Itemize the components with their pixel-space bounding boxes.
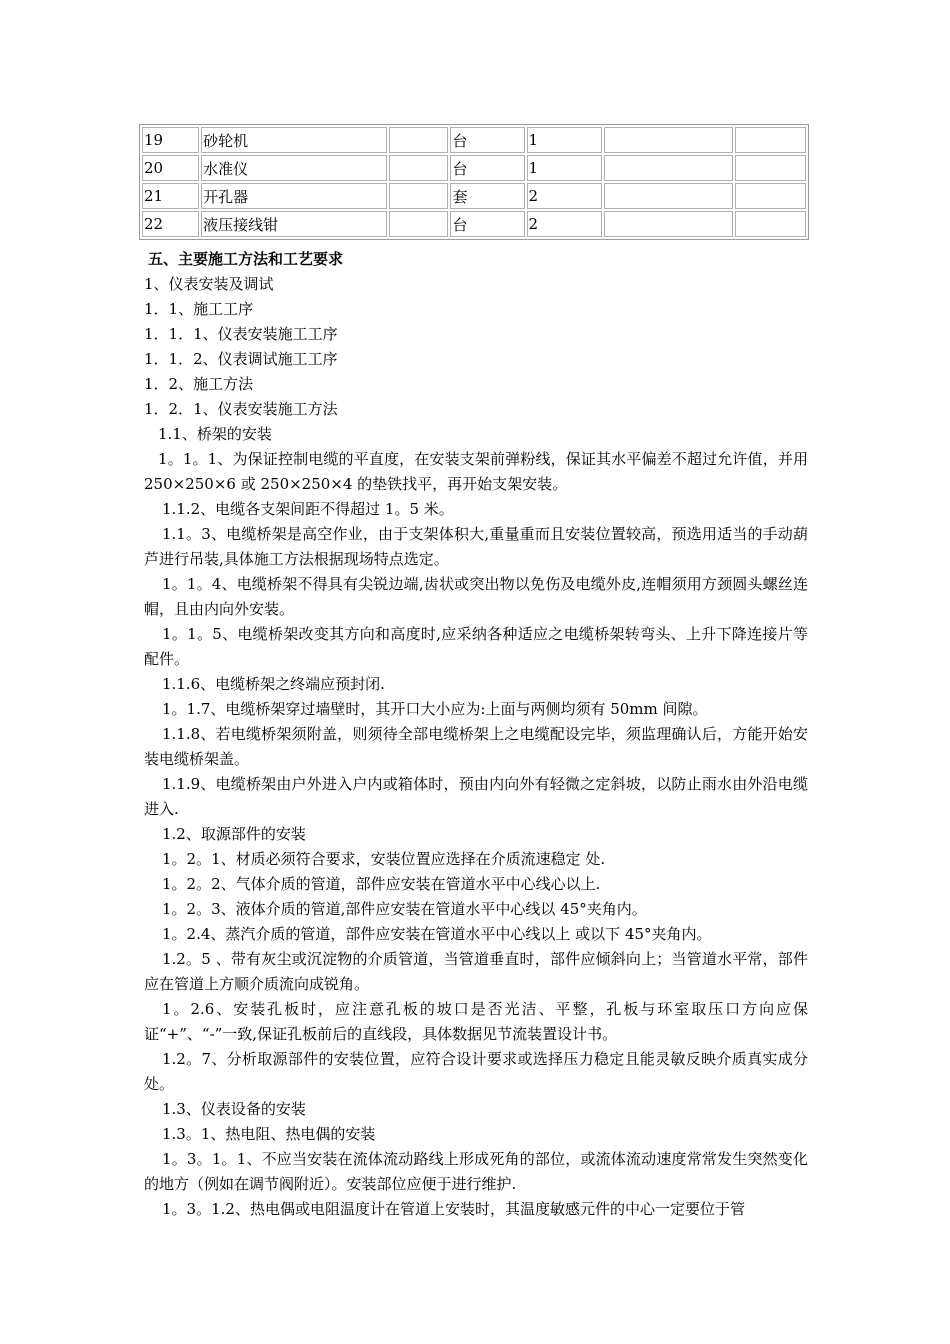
table-cell-no: 20 <box>142 155 199 181</box>
table-cell-empty <box>735 183 806 209</box>
table-cell-empty <box>735 127 806 153</box>
table-cell-name: 砂轮机 <box>201 127 387 153</box>
paragraph: 1.1。3、电缆桥架是高空作业，由于支架体积大,重量重而且安装位置较高，预选用适当的手动葫芦进行吊装,具体施工方法根据现场特点选定。 <box>144 525 808 568</box>
table-cell-spec <box>389 155 448 181</box>
table-row <box>142 183 806 209</box>
paragraph: 1。1.7、电缆桥架穿过墙壁时，其开口大小应为:上面与两侧均须有 50mm 间隙。 <box>162 700 708 718</box>
table-cell-empty <box>604 127 733 153</box>
paragraph: 1。1。4、电缆桥架不得具有尖锐边端,齿状或突出物以免伤及电缆外皮,连帽须用方颈圆头螺丝连帽，且由内向外安装。 <box>144 575 808 618</box>
paragraph: 1。2。1、材质必须符合要求，安装位置应选择在介质流速稳定 处. <box>162 850 606 868</box>
paragraph: 1.1.6、电缆桥架之终端应预封闭. <box>162 675 385 693</box>
table-cell-name: 液压接线钳 <box>201 211 387 237</box>
equipment-table <box>139 124 809 240</box>
outline-line: 1．1．1、仪表安装施工工序 <box>144 325 338 343</box>
paragraph: 1。1。5、电缆桥架改变其方向和高度时,应采纳各种适应之电缆桥架转弯头、上升下降连接片等配件。 <box>144 625 808 668</box>
table-cell-name: 水准仪 <box>201 155 387 181</box>
subheading-tray-install: 1.1、桥架的安装 <box>158 425 272 443</box>
table-cell-no: 21 <box>142 183 199 209</box>
table-cell-spec <box>389 127 448 153</box>
table-row <box>142 211 806 237</box>
table-cell-empty <box>604 211 733 237</box>
paragraph: 1.2。5 、带有灰尘或沉淀物的介质管道，当管道垂直时，部件应倾斜向上；当管道水平常，部件应在管道上方顺介质流向成锐角。 <box>144 950 808 993</box>
paragraph: 1。1。1、为保证控制电缆的平直度，在安装支架前弹粉线，保证其水平偏差不超过允许值，并用 250×250×6 或 250×250×4 的垫铁找平，再开始支架安装。 <box>144 450 808 493</box>
paragraph: 1。2.6、安装孔板时，应注意孔板的坡口是否光洁、平整，孔板与环室取压口方向应保证“+”、“-”一致,保证孔板前后的直线段，具体数据见节流装置设计书。 <box>144 1000 808 1043</box>
table-cell-empty <box>604 183 733 209</box>
table-cell-no: 19 <box>142 127 199 153</box>
table-cell-qty: 1 <box>527 127 602 153</box>
table-row <box>142 155 806 181</box>
paragraph: 1。3。1.2、热电偶或电阻温度计在管道上安装时，其温度敏感元件的中心一定要位于管 <box>162 1200 745 1218</box>
outline-line: 1．2．1、仪表安装施工方法 <box>144 400 338 418</box>
subheading-device-install: 1.3、仪表设备的安装 <box>162 1100 306 1118</box>
paragraph: 1.1.8、若电缆桥架须附盖，则须待全部电缆桥架上之电缆配设完毕，须监理确认后，方能开始安装电缆桥架盖。 <box>144 725 808 768</box>
table-row <box>142 127 806 153</box>
table-cell-no: 22 <box>142 211 199 237</box>
subheading-thermo-install: 1.3。1、热电阻、热电偶的安装 <box>162 1125 376 1143</box>
table-cell-qty: 2 <box>527 211 602 237</box>
table-cell-unit: 台 <box>450 127 524 153</box>
table-cell-unit: 台 <box>450 155 524 181</box>
paragraph: 1。2。3、液体介质的管道,部件应安装在管道水平中心线以 45°夹角内。 <box>162 900 647 918</box>
outline-line: 1．1、施工工序 <box>144 300 254 318</box>
paragraph: 1.1.9、电缆桥架由户外进入户内或箱体时，预由内向外有轻微之定斜坡，以防止雨水由外沿电缆进入. <box>144 775 808 818</box>
paragraph: 1.2。7、分析取源部件的安装位置，应符合设计要求或选择压力稳定且能灵敏反映介质真实成分处。 <box>144 1050 808 1093</box>
table-cell-empty <box>735 211 806 237</box>
outline-line: 1．1．2、仪表调试施工工序 <box>144 350 338 368</box>
table-cell-unit: 台 <box>450 211 524 237</box>
table-cell-spec <box>389 183 448 209</box>
table-cell-empty <box>604 155 733 181</box>
table-cell-unit: 套 <box>450 183 524 209</box>
paragraph: 1。2。2、气体介质的管道，部件应安装在管道水平中心线心以上. <box>162 875 601 893</box>
subheading-source-parts: 1.2、取源部件的安装 <box>162 825 306 843</box>
paragraph: 1。2.4、蒸汽介质的管道，部件应安装在管道水平中心线以上 或以下 45°夹角内。 <box>162 925 712 943</box>
paragraph: 1。3。1。1、不应当安装在流体流动路线上形成死角的部位，或流体流动速度常常发生突然变化的地方（例如在调节阀附近）。安装部位应便于进行维护. <box>144 1150 808 1193</box>
table-cell-qty: 2 <box>527 183 602 209</box>
table-cell-spec <box>389 211 448 237</box>
table-cell-empty <box>735 155 806 181</box>
document-body <box>144 247 808 1222</box>
outline-line: 1、仪表安装及调试 <box>144 275 274 293</box>
paragraph: 1.1.2、电缆各支架间距不得超过 1。5 米。 <box>162 500 454 518</box>
section-heading: 五、主要施工方法和工艺要求 <box>148 250 344 268</box>
table-cell-qty: 1 <box>527 155 602 181</box>
table-cell-name: 开孔器 <box>201 183 387 209</box>
outline-line: 1．2、施工方法 <box>144 375 254 393</box>
